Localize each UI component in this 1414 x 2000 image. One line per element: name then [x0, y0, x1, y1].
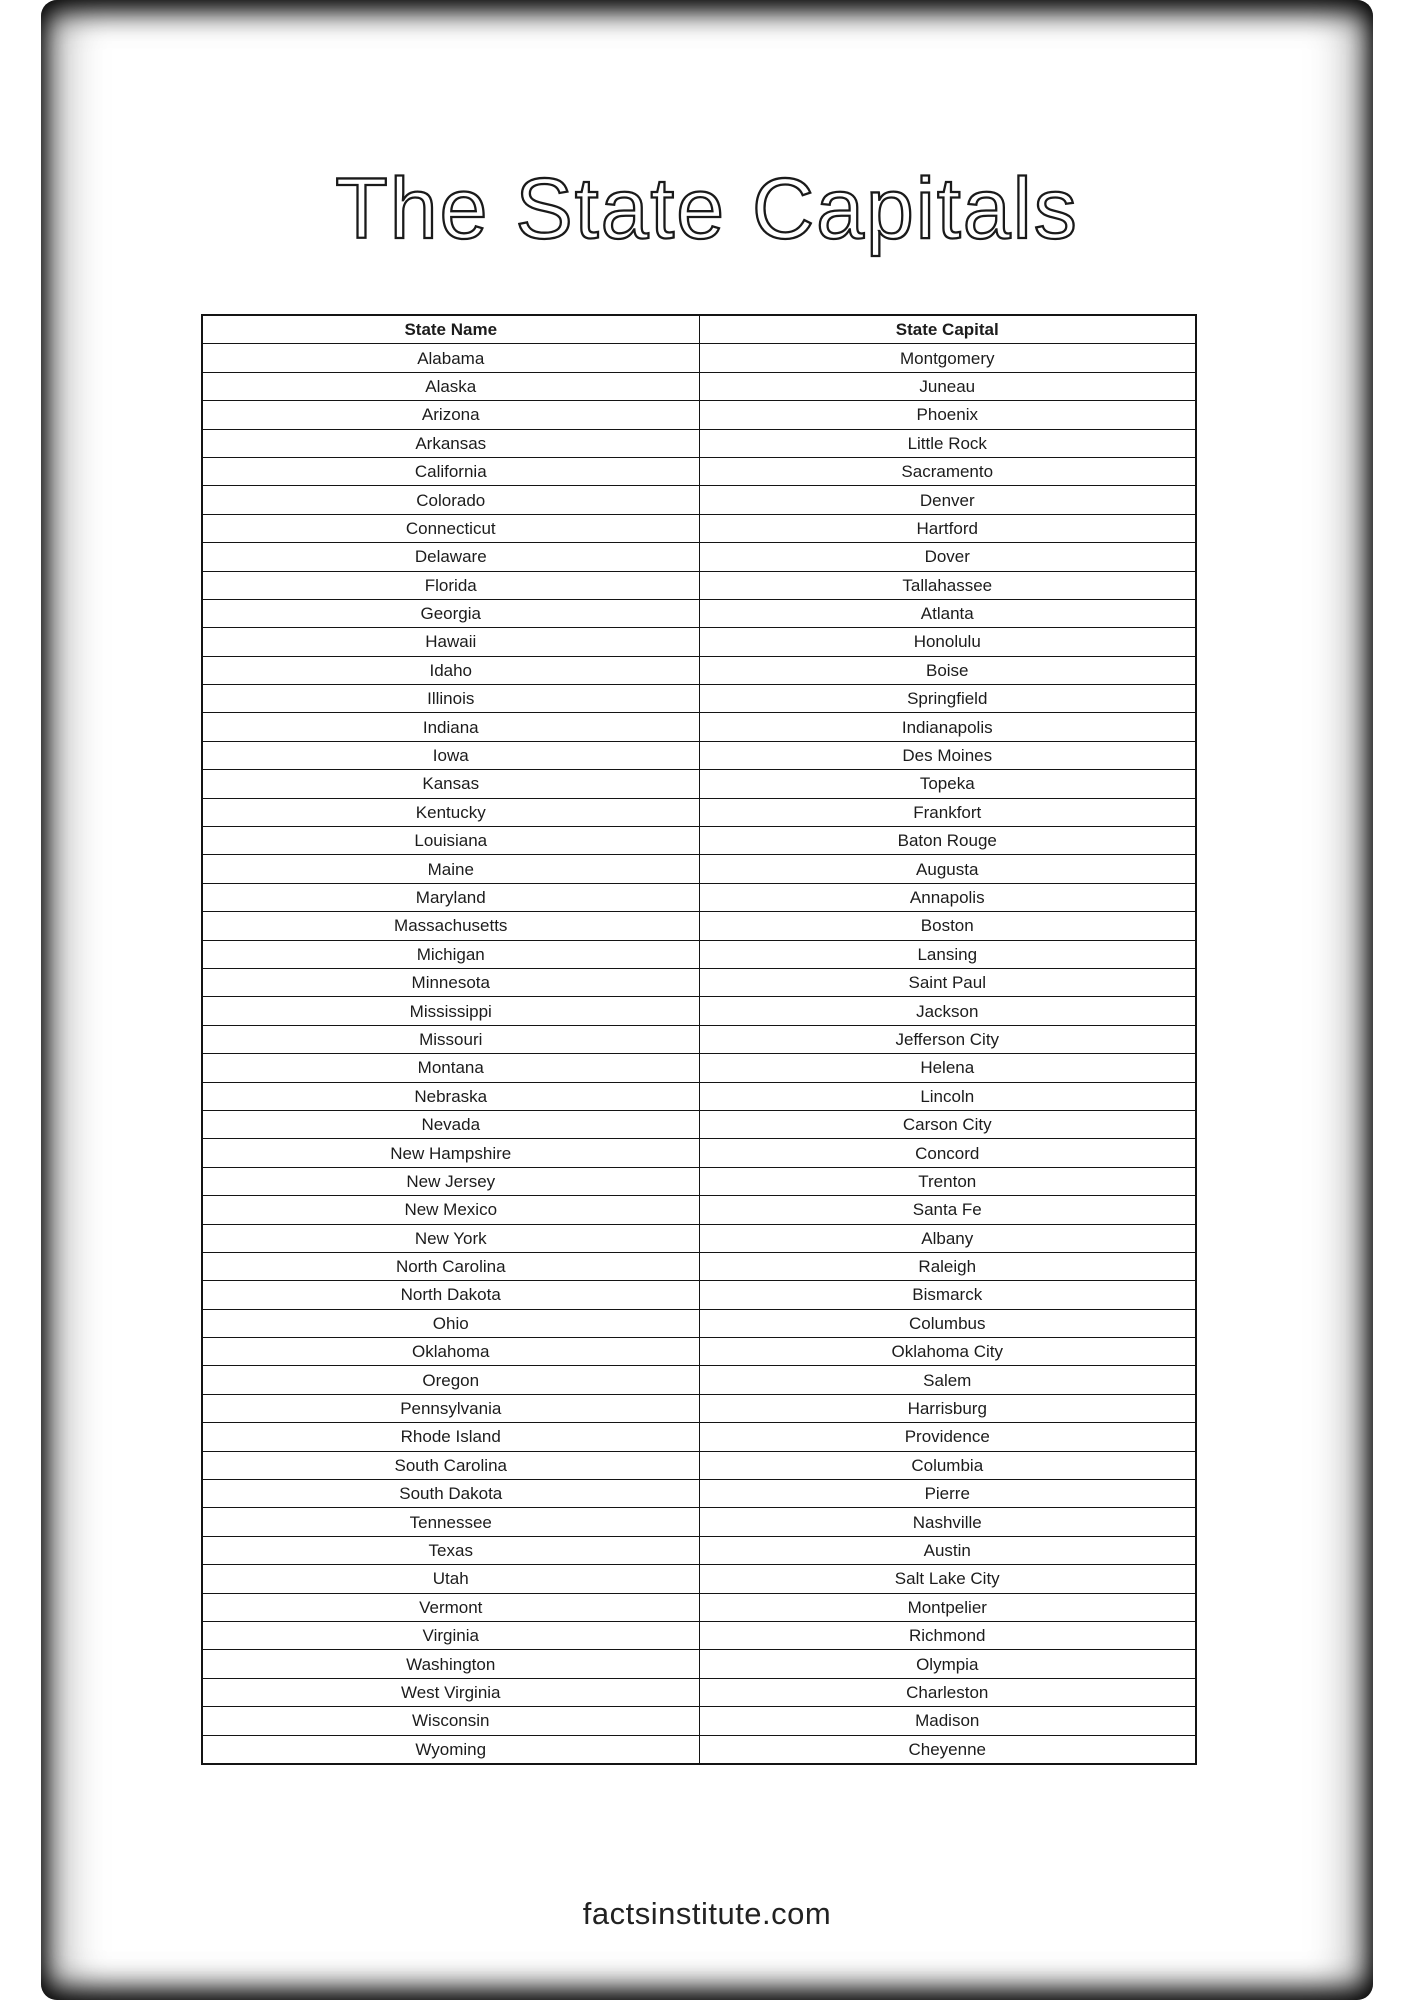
table-row: [202, 1508, 1196, 1536]
state-capital-cell: Trenton: [699, 1167, 1196, 1195]
state-capital-cell: Raleigh: [699, 1252, 1196, 1280]
table-row: [202, 429, 1196, 457]
state-capital-cell: Sacramento: [699, 457, 1196, 485]
table-row: [202, 855, 1196, 883]
state-capital-cell: Saint Paul: [699, 968, 1196, 996]
state-name-cell: Louisiana: [202, 827, 699, 855]
state-name-cell: Maine: [202, 855, 699, 883]
state-capital-cell: Columbia: [699, 1451, 1196, 1479]
state-capital-cell: Santa Fe: [699, 1196, 1196, 1224]
header-row: [202, 315, 1196, 344]
state-capital-cell: Madison: [699, 1707, 1196, 1735]
table-row: [202, 656, 1196, 684]
table-body: [202, 344, 1196, 1764]
table-row: [202, 1224, 1196, 1252]
table-row: [202, 457, 1196, 485]
state-name-cell: New Hampshire: [202, 1139, 699, 1167]
table-row: [202, 997, 1196, 1025]
state-name-cell: Oklahoma: [202, 1338, 699, 1366]
state-name-cell: Montana: [202, 1054, 699, 1082]
state-name-cell: Nevada: [202, 1110, 699, 1138]
state-name-cell: Maryland: [202, 883, 699, 911]
table-row: [202, 1536, 1196, 1564]
state-name-cell: West Virginia: [202, 1678, 699, 1706]
table-row: [202, 599, 1196, 627]
table-row: [202, 1338, 1196, 1366]
table-row: [202, 1394, 1196, 1422]
state-name-cell: Indiana: [202, 713, 699, 741]
state-name-cell: Oregon: [202, 1366, 699, 1394]
state-capital-cell: Montgomery: [699, 344, 1196, 372]
state-name-cell: Pennsylvania: [202, 1394, 699, 1422]
table-row: [202, 1025, 1196, 1053]
state-capital-cell: Richmond: [699, 1621, 1196, 1649]
table-row: [202, 1082, 1196, 1110]
table-row: [202, 571, 1196, 599]
table-row: [202, 741, 1196, 769]
table-row: [202, 1451, 1196, 1479]
table-row: [202, 1167, 1196, 1195]
table-row: [202, 1110, 1196, 1138]
state-name-cell: Mississippi: [202, 997, 699, 1025]
state-capital-cell: Denver: [699, 486, 1196, 514]
state-name-cell: Iowa: [202, 741, 699, 769]
state-capital-cell: Hartford: [699, 514, 1196, 542]
state-name-cell: Virginia: [202, 1621, 699, 1649]
state-capital-cell: Boise: [699, 656, 1196, 684]
table-row: [202, 798, 1196, 826]
state-capital-cell: Augusta: [699, 855, 1196, 883]
table-row: [202, 770, 1196, 798]
table-row: [202, 486, 1196, 514]
state-capital-cell: Montpelier: [699, 1593, 1196, 1621]
state-name-cell: Florida: [202, 571, 699, 599]
table-row: [202, 1480, 1196, 1508]
state-name-cell: Minnesota: [202, 968, 699, 996]
table-row: [202, 1735, 1196, 1764]
state-name-cell: Michigan: [202, 940, 699, 968]
state-name-cell: Alabama: [202, 344, 699, 372]
state-name-cell: Rhode Island: [202, 1423, 699, 1451]
state-capital-cell: Oklahoma City: [699, 1338, 1196, 1366]
state-name-cell: California: [202, 457, 699, 485]
state-name-cell: New Jersey: [202, 1167, 699, 1195]
column-header-state-capital: State Capital: [699, 315, 1196, 344]
state-name-cell: New York: [202, 1224, 699, 1252]
state-capital-cell: Bismarck: [699, 1281, 1196, 1309]
table-row: [202, 1366, 1196, 1394]
state-capital-cell: Springfield: [699, 685, 1196, 713]
state-capital-cell: Columbus: [699, 1309, 1196, 1337]
table-row: [202, 344, 1196, 372]
state-capital-cell: Des Moines: [699, 741, 1196, 769]
state-capital-cell: Salem: [699, 1366, 1196, 1394]
state-capital-cell: Phoenix: [699, 401, 1196, 429]
state-capital-cell: Helena: [699, 1054, 1196, 1082]
state-name-cell: Massachusetts: [202, 912, 699, 940]
state-capital-cell: Charleston: [699, 1678, 1196, 1706]
state-capital-cell: Dover: [699, 543, 1196, 571]
table-row: [202, 543, 1196, 571]
state-capital-cell: Harrisburg: [699, 1394, 1196, 1422]
state-capital-cell: Pierre: [699, 1480, 1196, 1508]
state-name-cell: Delaware: [202, 543, 699, 571]
table-row: [202, 1423, 1196, 1451]
table-row: [202, 1565, 1196, 1593]
state-capital-cell: Jackson: [699, 997, 1196, 1025]
state-capital-cell: Honolulu: [699, 628, 1196, 656]
state-capital-cell: Topeka: [699, 770, 1196, 798]
state-capital-cell: Baton Rouge: [699, 827, 1196, 855]
state-name-cell: South Carolina: [202, 1451, 699, 1479]
state-capital-cell: Lincoln: [699, 1082, 1196, 1110]
state-name-cell: Wyoming: [202, 1735, 699, 1764]
state-name-cell: Vermont: [202, 1593, 699, 1621]
table-row: [202, 1650, 1196, 1678]
table-row: [202, 1707, 1196, 1735]
state-name-cell: Tennessee: [202, 1508, 699, 1536]
state-name-cell: Alaska: [202, 372, 699, 400]
table-row: [202, 912, 1196, 940]
state-capital-cell: Carson City: [699, 1110, 1196, 1138]
state-name-cell: South Dakota: [202, 1480, 699, 1508]
state-name-cell: Connecticut: [202, 514, 699, 542]
table-row: [202, 968, 1196, 996]
state-capital-cell: Juneau: [699, 372, 1196, 400]
state-name-cell: New Mexico: [202, 1196, 699, 1224]
state-capital-cell: Concord: [699, 1139, 1196, 1167]
table-row: [202, 1593, 1196, 1621]
state-name-cell: North Carolina: [202, 1252, 699, 1280]
state-name-cell: Texas: [202, 1536, 699, 1564]
column-header-state-name: State Name: [202, 315, 699, 344]
state-capital-cell: Nashville: [699, 1508, 1196, 1536]
state-name-cell: Arkansas: [202, 429, 699, 457]
table-row: [202, 713, 1196, 741]
state-capital-cell: Boston: [699, 912, 1196, 940]
state-name-cell: Georgia: [202, 599, 699, 627]
state-capital-cell: Frankfort: [699, 798, 1196, 826]
state-name-cell: Ohio: [202, 1309, 699, 1337]
page-title: The State Capitals: [335, 160, 1079, 257]
state-name-cell: Hawaii: [202, 628, 699, 656]
table-row: [202, 372, 1196, 400]
state-capital-cell: Indianapolis: [699, 713, 1196, 741]
state-capital-cell: Jefferson City: [699, 1025, 1196, 1053]
state-name-cell: Kentucky: [202, 798, 699, 826]
table-row: [202, 1621, 1196, 1649]
state-name-cell: Illinois: [202, 685, 699, 713]
table-row: [202, 1678, 1196, 1706]
table-row: [202, 1054, 1196, 1082]
state-name-cell: Arizona: [202, 401, 699, 429]
table-row: [202, 401, 1196, 429]
state-capital-cell: Albany: [699, 1224, 1196, 1252]
state-name-cell: Washington: [202, 1650, 699, 1678]
state-name-cell: Kansas: [202, 770, 699, 798]
table-row: [202, 883, 1196, 911]
table-row: [202, 685, 1196, 713]
table-row: [202, 628, 1196, 656]
state-capital-cell: Little Rock: [699, 429, 1196, 457]
state-capital-cell: Olympia: [699, 1650, 1196, 1678]
state-name-cell: Missouri: [202, 1025, 699, 1053]
table-row: [202, 1196, 1196, 1224]
table-row: [202, 1252, 1196, 1280]
state-capital-cell: Atlanta: [699, 599, 1196, 627]
table-row: [202, 1139, 1196, 1167]
state-name-cell: Wisconsin: [202, 1707, 699, 1735]
table-row: [202, 1281, 1196, 1309]
state-name-cell: Utah: [202, 1565, 699, 1593]
table-row: [202, 827, 1196, 855]
table-row: [202, 514, 1196, 542]
state-capitals-table: [201, 314, 1197, 1765]
table-row: [202, 1309, 1196, 1337]
state-capital-cell: Cheyenne: [699, 1735, 1196, 1764]
state-name-cell: North Dakota: [202, 1281, 699, 1309]
state-capital-cell: Lansing: [699, 940, 1196, 968]
table-header: [202, 315, 1196, 344]
table-row: [202, 940, 1196, 968]
state-capital-cell: Annapolis: [699, 883, 1196, 911]
state-capital-cell: Providence: [699, 1423, 1196, 1451]
state-capital-cell: Salt Lake City: [699, 1565, 1196, 1593]
footer-url: factsinstitute.com: [582, 1896, 832, 1931]
state-capital-cell: Austin: [699, 1536, 1196, 1564]
state-name-cell: Colorado: [202, 486, 699, 514]
state-name-cell: Nebraska: [202, 1082, 699, 1110]
state-capital-cell: Tallahassee: [699, 571, 1196, 599]
state-name-cell: Idaho: [202, 656, 699, 684]
